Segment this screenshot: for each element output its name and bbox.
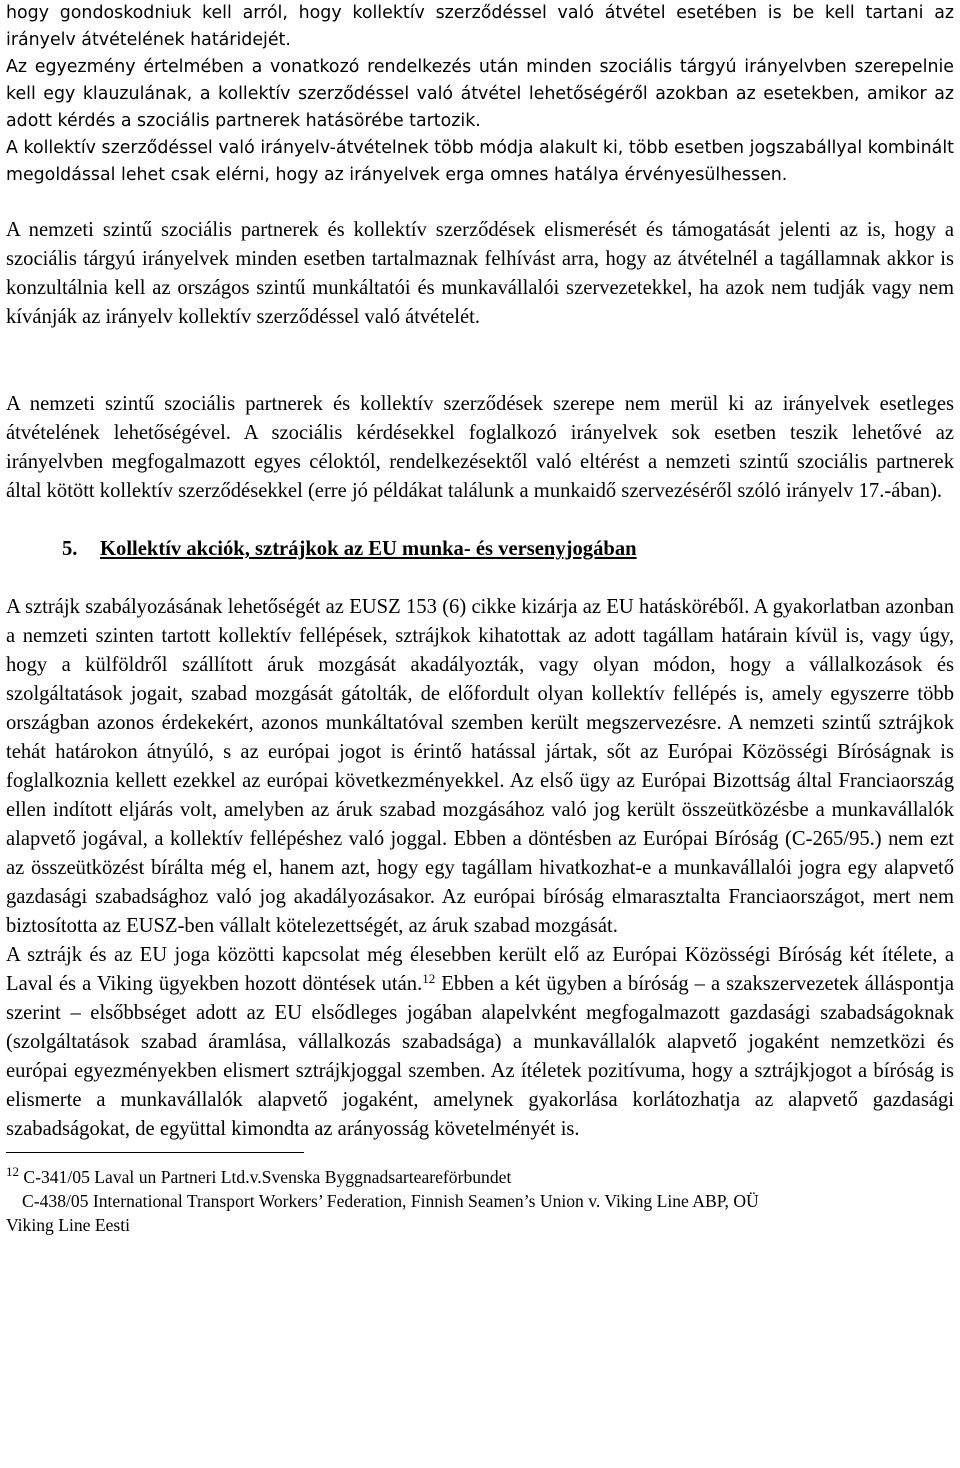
laval-text-before: A sztrájk és az EU joga közötti kapcsolat még élesebben került elő az Európai Közösségi Bíróság két ítélete, a Laval és a Viking ügyekben hozott döntések után. <box>6 944 954 995</box>
section-title: Kollektív akciók, sztrájkok az EU munka- és versenyjogában <box>100 538 637 560</box>
paragraph-clause: Az egyezmény értelmében a vonatkozó rendelkezés után minden szociális tárgyú irányelvben szerepelnie kell egy klauzulának, a kollektív szerződéssel való átvétel lehetőségéről azokban az esetekben, amikor az adott kérdés a szociális partnerek hatásörébe tartozik. <box>6 57 954 131</box>
paragraph-methods: A kollektív szerződéssel való irányelv-átvételnek több módja alakult ki, több esetben jogszabállyal kombinált megoldással lehet csak elérni, hogy az irányelvek erga omnes hatálya érvényesülhessen. <box>6 138 954 185</box>
footnote-line-2: C-438/05 International Transport Workers’ Federation, Finnish Seamen’s Union v. Viking Line ABP, OÜ <box>22 1191 759 1211</box>
top-section <box>6 0 954 189</box>
strike-section <box>6 564 954 1144</box>
section-heading <box>6 535 954 564</box>
spacer <box>6 506 954 535</box>
footnote-separator <box>6 1152 304 1153</box>
spacer <box>6 361 954 390</box>
spacer <box>6 564 954 593</box>
body-section <box>6 216 954 535</box>
footnote-reference[interactable]: 12 <box>422 971 436 986</box>
footnote-12 <box>6 1165 954 1189</box>
section-number: 5. <box>62 538 78 560</box>
document-page <box>6 0 954 1237</box>
footnote-line-1: C-341/05 Laval un Partneri Ltd.v.Svenska Byggnadsarteareförbundet <box>19 1167 512 1187</box>
paragraph-strike: A sztrájk szabályozásának lehetőségét az EUSZ 153 (6) cikke kizárja az EU hatásköréből. A gyakorlatban azonban a nemzeti szinten tartott kollektív fellépések, sztrájkok kihatottak az adott tagállam határain kívül is, vagy úgy, hogy a külföldről szállított áruk mozgását akadályozták, vagy olyan módon, hogy a vállalkozások és szolgáltatások jogait, szabad mozgását gátolták, de előfordult olyan kollektív fellépés is, amely egyszerre több országban azonos érdekekért, azonos munkáltatóval szemben került megszervezésre. A nemzeti szintű sztrájkok tehát határokon átnyúló, s az európai jogot is érintő hatással jártak, sőt az Európai Közösségi Bíróságnak is foglalkoznia kellett ezekkel az európai következményekkel. Az első ügy az Európai Bizottság által Franciaország ellen indított eljárás volt, amelyben az áruk szabad mozgásához való jog került összeütközésbe a munkavállalók alapvető jogával, a kollektív fellépéshez való joggal. Ebben a döntésben az Európai Bíróság (C-265/95.) nem ezt az összeütközést bírálta még el, hanem azt, hogy egy tagállam hivatkozhat-e a munkavállalói jogra egy alapvető gazdasági szabadsághoz való jog akadályozásakor. Az európai bíróság elmarasztalta Franciaországot, mert nem biztosította az EUSZ-ben vállalt kötelezettségét, az áruk szabad mozgását. <box>6 596 954 937</box>
paragraph-laval-viking <box>6 941 954 1144</box>
spacer <box>6 332 954 361</box>
paragraph-role: A nemzeti szintű szociális partnerek és kollektív szerződések szerepe nem merül ki az irányelvek esetleges átvételének lehetőségével. A szociális kérdésekkel foglalkozó irányelvek sok esetben teszik lehetővé az irányelvben megfogalmazott egyes céloktól, rendelkezésektől való eltérést a nemzeti szintű szociális partnerek által kötött kollektív szerződésekkel (erre jó példákat találunk a munkaidő szervezéséről szóló irányelv 17.-ában). <box>6 393 954 502</box>
paragraph-deadline: hogy gondoskodniuk kell arról, hogy kollektív szerződéssel való átvétel esetében is be kell tartani az irányelv átvételének határidejét. <box>6 3 954 50</box>
footnote-line-3: Viking Line Eesti <box>6 1215 131 1235</box>
laval-text-after: Ebben a két ügyben a bíróság – a szakszervezetek álláspontja szerint – elsőbbséget adott az EU elsődleges jogában alapelvként megfogalmazott gazdasági szabadságoknak (szolgáltatások szabad áramlása, vállalkozás szabadsága) a munkavállalók alapvető jogaként nemzetközi és európai egyezményekben elismert sztrájkjoggal szemben. Az ítéletek pozitívuma, hogy a sztrájkjogot a bíróság is elismerte a munkavállalók alapvető jogaként, amelynek gyakorlása korlátozhatja az alapvető gazdasági szabadságokat, de együttal kimondta az arányosság követelményét is. <box>6 973 955 1140</box>
footnotes <box>6 1165 954 1237</box>
paragraph-partners: A nemzeti szintű szociális partnerek és kollektív szerződések elismerését és támogatását jelenti az is, hogy a szociális tárgyú irányelvek minden esetben tartalmaznak felhívást arra, hogy az átvételnél a tagállamnak akkor is konzultálnia kell az országos szintű munkáltatói és munkavállalói szervezetekkel, ha azok nem tudják vagy nem kívánják az irányelv kollektív szerződéssel való átvételét. <box>6 219 954 328</box>
footnote-number: 12 <box>6 1164 19 1179</box>
spacer <box>6 189 954 216</box>
